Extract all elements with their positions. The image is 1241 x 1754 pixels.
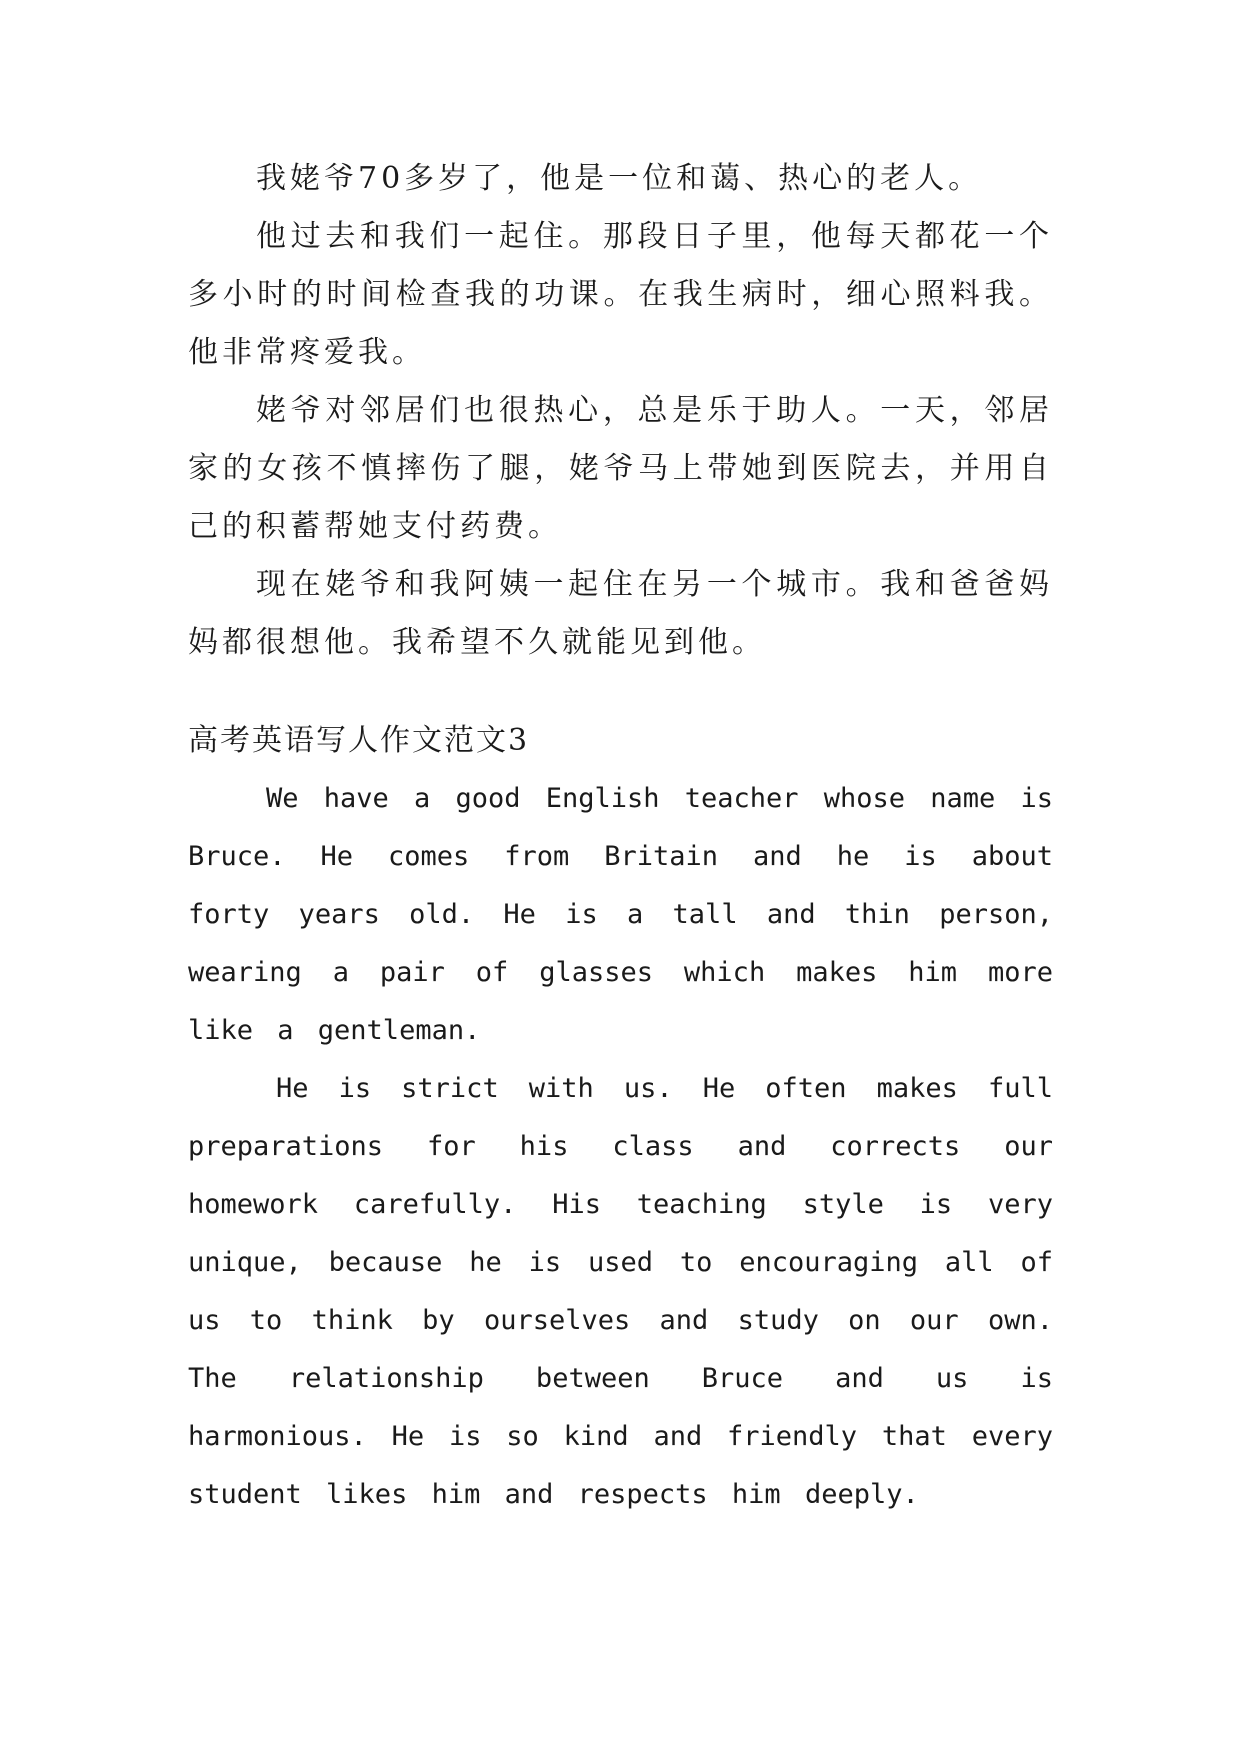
zh-paragraph-2: 他过去和我们一起住。那段日子里，他每天都花一个多小时的时间检查我的功课。在我生病时，细心照料我。他非常疼爱我。: [188, 219, 1053, 370]
zh-paragraph-4: 现在姥爷和我阿姨一起住在另一个城市。我和爸爸妈妈都很想他。我希望不久就能见到他。: [188, 567, 1053, 660]
en-paragraph-1: We have a good English teacher whose name is Bruce. He comes from Britain and he is about forty years old. He is a tall and thin person, wearing a pair of glasses which makes him more like a gentleman.: [188, 783, 1053, 1046]
zh-paragraph-3: 姥爷对邻居们也很热心，总是乐于助人。一天，邻居家的女孩不慎摔伤了腿，姥爷马上带她到医院去，并用自己的积蓄帮她支付药费。: [188, 393, 1053, 544]
essay-section-title: 高考英语写人作文范文3: [188, 723, 530, 758]
zh-paragraph-1: 我姥爷70多岁了，他是一位和蔼、热心的老人。: [256, 161, 983, 196]
page-content: [188, 150, 1053, 1524]
en-paragraph-2: He is strict with us. He often makes full preparations for his class and corrects our homework carefully. His teaching style is very unique, because he is used to encouraging all of us to think by ourselves and study on our own. The relationship between Bruce and us is harmonious. He is so kind and friendly that every student likes him and respects him deeply.: [188, 1073, 1053, 1510]
